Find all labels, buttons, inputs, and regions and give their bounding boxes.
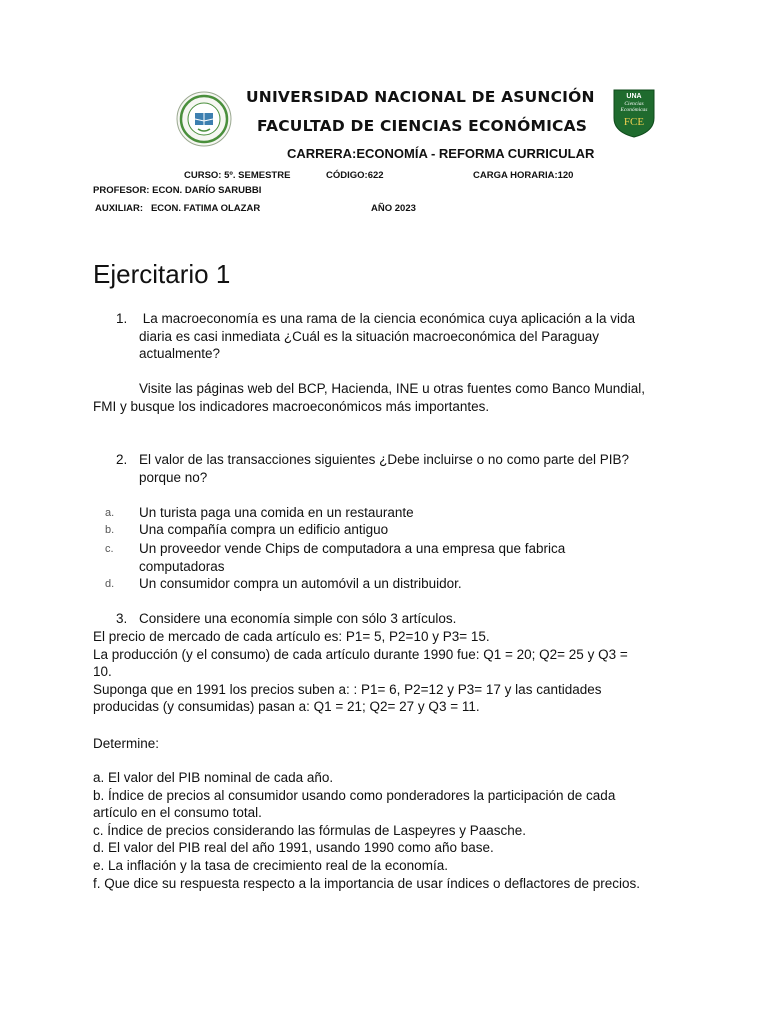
q3-body (93, 628, 628, 716)
q3-item: b. Índice de precios al consumidor usando como ponderadores la participación de cada (93, 787, 616, 803)
q3-line: El precio de mercado de cada artículo es: P1= 5, P2=10 y P3= 15. (93, 629, 490, 644)
q3-item: e. La inflación y la tasa de crecimiento real de la economía. (93, 857, 448, 873)
q2-number: 2. (116, 452, 128, 467)
curso-label: CURSO: 5º. SEMESTRE (184, 170, 291, 181)
q3-first-line: Considere una economía simple con sólo 3 artículos. (139, 611, 457, 626)
q2-text (139, 451, 629, 486)
q3-items (93, 769, 640, 892)
q2-item-letter: b. (105, 524, 115, 536)
fce-logo-mark: FCE (623, 116, 645, 128)
q3-line: 10. (93, 664, 112, 680)
anio-label: AÑO 2023 (371, 203, 416, 214)
q2-item-letter: d. (105, 578, 115, 590)
university-seal-logo (176, 91, 232, 147)
q2-line: El valor de las transacciones siguientes ¿Debe incluirse o no como parte del PIB? (139, 452, 630, 467)
q3-item: artículo en el consumo total. (93, 805, 262, 821)
fce-logo-top-text: UNA (626, 93, 642, 100)
q3-item: d. El valor del PIB real del año 1991, usando 1990 como año base. (93, 840, 494, 856)
page-title: Ejercitario 1 (93, 259, 231, 289)
career-line: CARRERA:ECONOMÍA - REFORMA CURRICULAR (287, 146, 595, 161)
q3-number: 3. (116, 611, 128, 626)
q2-item (139, 540, 565, 575)
q1-line: La macroeconomía es una rama de la ciencia económica cuya aplicación a la vida (139, 311, 636, 326)
q2-line: porque no? (139, 469, 208, 485)
q1-number: 1. (116, 311, 128, 326)
q3-determine: Determine: (93, 736, 160, 751)
q1-text (139, 310, 635, 363)
q2-item-line: Un proveedor vende Chips de computadora a una empresa que fabrica (139, 541, 566, 556)
q3-item: c. Índice de precios considerando las fórmulas de Laspeyres y Paasche. (93, 822, 526, 838)
fce-logo-line2: Económicas (620, 107, 648, 113)
q2-item-letter: a. (105, 507, 115, 519)
carga-horaria-label: CARGA HORARIA:120 (473, 170, 574, 181)
q2-item: Una compañía compra un edificio antiguo (139, 522, 389, 537)
q1-paragraph-line: Visite las páginas web del BCP, Hacienda, INE u otras fuentes como Banco Mundial, (139, 381, 646, 396)
auxiliar-label: AUXILIAR: ECON. FATIMA OLAZAR (95, 203, 261, 214)
q3-line: La producción (y el consumo) de cada artículo durante 1990 fue: Q1 = 20; Q2= 25 y Q3 = (93, 646, 628, 662)
q2-item: Un turista paga una comida en un restaurante (139, 505, 414, 520)
q1-line: diaria es casi inmediata ¿Cuál es la situación macroeconómica del Paraguay (139, 328, 599, 344)
q2-item-letter: c. (105, 543, 114, 555)
q3-item: a. El valor del PIB nominal de cada año. (93, 770, 334, 785)
codigo-label: CÓDIGO:622 (326, 170, 384, 181)
q3-item: f. Que dice su respuesta respecto a la importancia de usar índices o deflactores de precios. (93, 875, 641, 891)
q2-item-line: computadoras (139, 558, 225, 574)
q1-line: actualmente? (139, 346, 221, 362)
university-name: UNIVERSIDAD NACIONAL DE ASUNCIÓN (246, 88, 595, 106)
faculty-name: FACULTAD DE CIENCIAS ECONÓMICAS (257, 117, 588, 135)
q2-item: Un consumidor compra un automóvil a un distribuidor. (139, 576, 462, 591)
profesor-label: PROFESOR: ECON. DARÍO SARUBBI (93, 185, 262, 196)
q1-paragraph-line: FMI y busque los indicadores macroeconómicos más importantes. (93, 399, 490, 414)
fce-logo-line1: Ciencias (624, 101, 644, 107)
q3-line: Suponga que en 1991 los precios suben a: : P1= 6, P2=12 y P3= 17 y las cantidades (93, 681, 602, 697)
fce-logo (612, 88, 656, 138)
q3-line: producidas (y consumidas) pasan a: Q1 = 21; Q2= 27 y Q3 = 11. (93, 699, 480, 715)
